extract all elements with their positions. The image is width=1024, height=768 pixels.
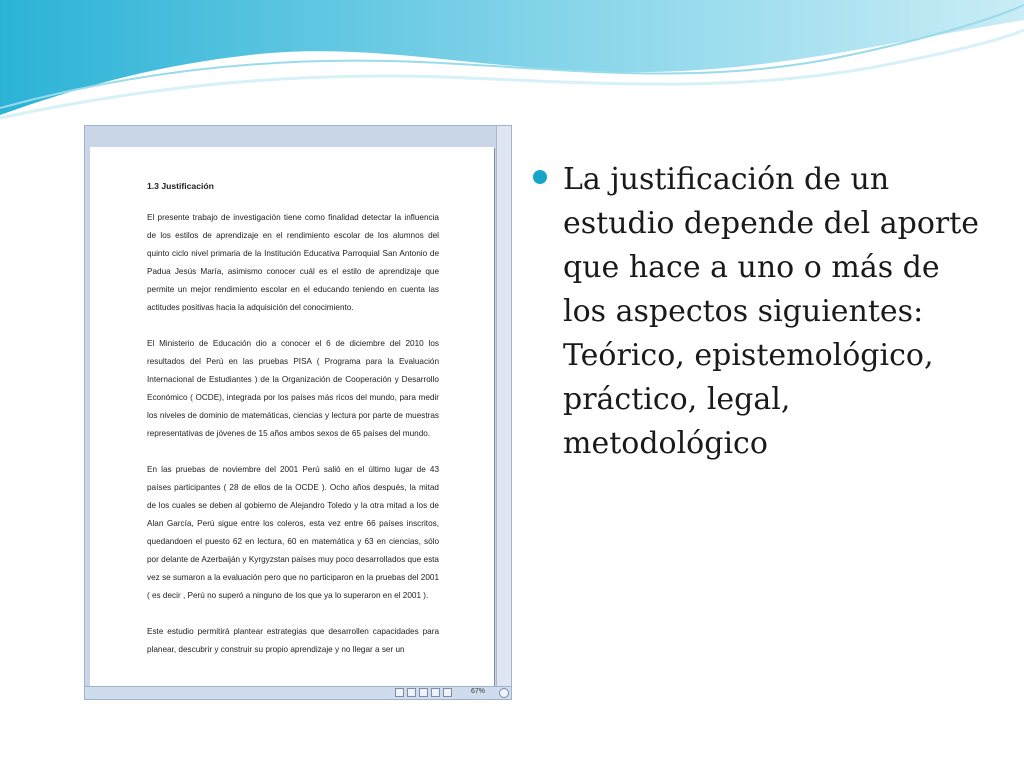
document-paragraph: Este estudio permitirá plantear estrategias que desarrollen capacidades para planear, descubrir y construir su propio aprendizaje y no llegar a ser un — [147, 627, 439, 654]
status-bar — [85, 686, 511, 699]
document-paragraph: En las pruebas de noviembre del 2001 Perú salió en el último lugar de 43 países participantes ( 28 de ellos de la OCDE ). Ocho años después, la mitad de los cuales se deben al gobierno de Alejandro Toledo y la otra mitad a los de Alan García, Perú sigue entre los coleros, esta vez entre 66 países inscritos, quedandoen el puesto 62 en lectura, 60 en matemática y 63 en ciencias, sólo por delante de Azerbaiján y Kyrgyzstan países muy poco desarrollados que esta vez se sumaron a la evaluación pero que no participaron en la pruebas del 2001 ( es decir , Perú no superó a ninguno de los que ya lo superaron en el 2001 ). — [147, 465, 439, 600]
zoom-out-icon[interactable] — [499, 688, 509, 698]
bullet-text: La justificación de un estudio depende del aporte que hace a uno o más de los aspectos siguientes: Teórico, epistemológico, práctico, legal, metodológico — [563, 162, 980, 461]
draft-view-icon[interactable] — [443, 688, 452, 697]
outline-view-icon[interactable] — [431, 688, 440, 697]
document-screenshot — [84, 125, 512, 700]
bullet-icon — [533, 170, 547, 184]
vertical-scrollbar[interactable] — [496, 126, 511, 688]
document-heading: 1.3 Justificación — [147, 181, 214, 191]
document-text — [147, 177, 439, 677]
document-page — [90, 147, 494, 687]
full-screen-view-icon[interactable] — [407, 688, 416, 697]
zoom-level[interactable]: 67% — [471, 688, 486, 695]
web-layout-view-icon[interactable] — [419, 688, 428, 697]
print-layout-view-icon[interactable] — [395, 688, 404, 697]
document-paragraph: El presente trabajo de investigación tiene como finalidad detectar la influencia de los estilos de aprendizaje en el rendimiento escolar de los alumnos del quinto ciclo nivel primaria de la Institución Educativa Parroquial San Antonio de Padua Jesús María, asimismo conocer cuál es el estilo de aprendizaje que permite un mejor rendimiento escolar en el educando teniendo en cuenta las actitudes positivas hacia la adquisición del conocimiento. — [147, 213, 439, 312]
document-paragraph: El Ministerio de Educación dio a conocer el 6 de diciembre del 2010 los resultados del Perú en las pruebas PISA ( Programa para la Evaluación Internacional de Estudiantes ) de la Organización de Cooperación y Desarrollo Económico ( OCDE), integrada por los países más ricos del mundo, para medir los niveles de dominio de matemáticas, ciencias y lectura por parte de muestras representativas de jóvenes de 15 años ambos sexos de 65 países del mundo. — [147, 339, 439, 438]
header-wave-decoration — [0, 0, 1024, 130]
slide-bullet-list — [533, 158, 983, 466]
